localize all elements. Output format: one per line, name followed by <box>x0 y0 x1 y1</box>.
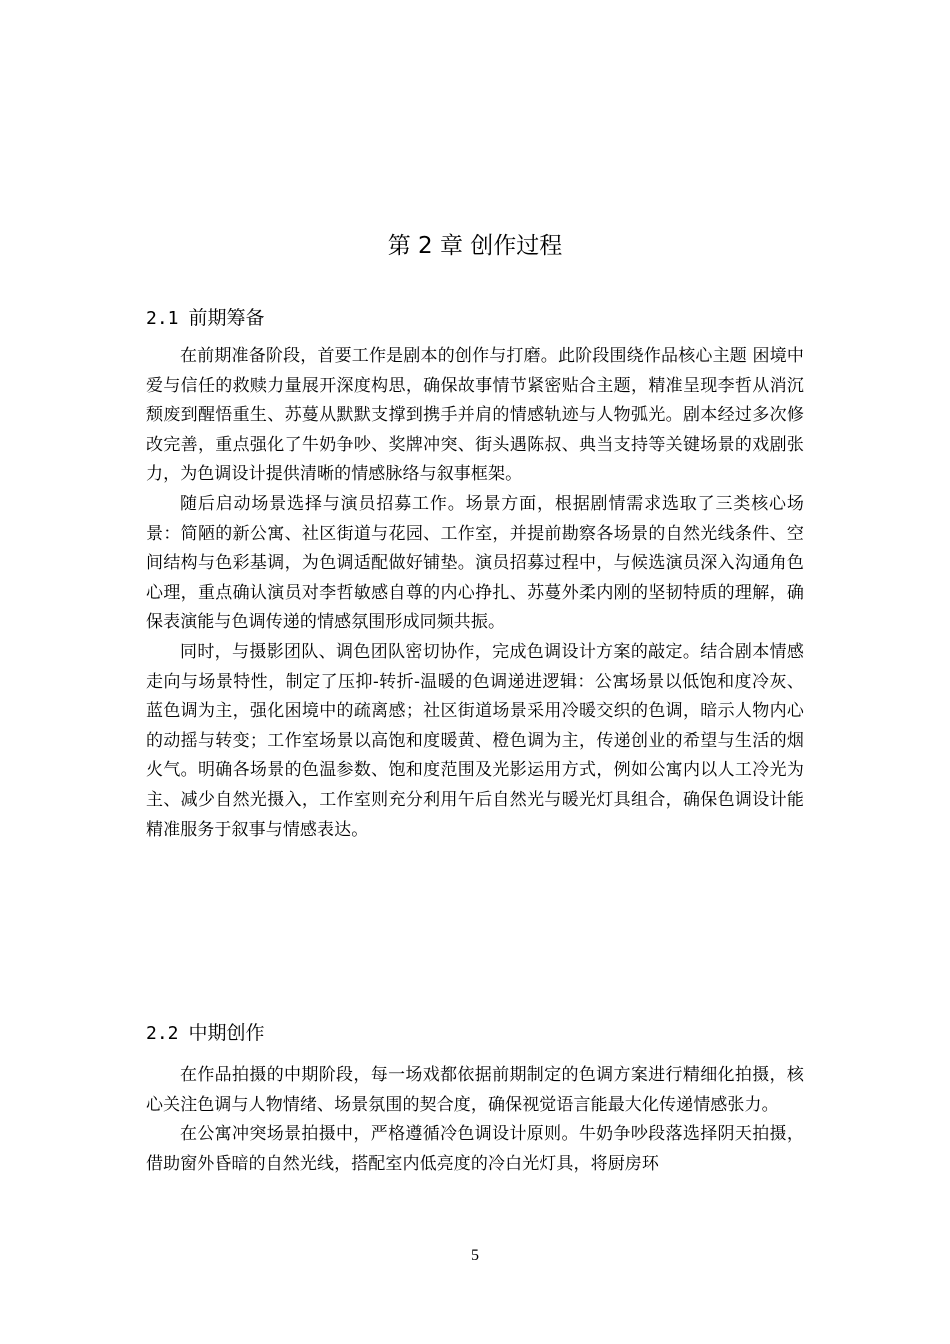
section-number: 2.2 <box>146 1023 179 1044</box>
chapter-title: 第 2 章 创作过程 <box>387 233 563 259</box>
section-heading-2-2 <box>146 1018 265 1049</box>
section-title: 中期创作 <box>188 1022 265 1044</box>
section-body-2-2 <box>146 1061 804 1179</box>
paragraph: 随后启动场景选择与演员招募工作。场景方面，根据剧情需求选取了三类核心场景：简陋的新公寓、社区街道与花园、工作室，并提前勘察各场景的自然光线条件、空间结构与色彩基调，为色调适配做好铺垫。演员招募过程中，与候选演员深入沟通角色心理，重点确认演员对李哲敏感自尊的内心挣扎、苏蔓外柔内刚的坚韧特质的理解，确保表演能与色调传递的情感氛围形成同频共振。 <box>146 493 804 633</box>
section-title: 前期筹备 <box>188 307 265 329</box>
section-body-2-1 <box>146 342 804 845</box>
paragraph: 在公寓冲突场景拍摄中，严格遵循冷色调设计原则。牛奶争吵段落选择阴天拍摄，借助窗外昏暗的自然光线，搭配室内低亮度的冷白光灯具，将厨房环 <box>146 1124 804 1174</box>
page-number: 5 <box>471 1247 479 1264</box>
section-number: 2.1 <box>146 308 179 329</box>
paragraph: 同时，与摄影团队、调色团队密切协作，完成色调设计方案的敲定。结合剧本情感走向与场景特性，制定了压抑-转折-温暖的色调递进逻辑：公寓场景以低饱和度冷灰、蓝色调为主，强化困境中的疏离感；社区街道场景采用冷暖交织的色调，暗示人物内心的动摇与转变；工作室场景以高饱和度暖黄、橙色调为主，传递创业的希望与生活的烟火气。明确各场景的色温参数、饱和度范围及光影运用方式，例如公寓内以人工冷光为主、减少自然光摄入，工作室则充分利用午后自然光与暖光灯具组合，确保色调设计能精准服务于叙事与情感表达。 <box>146 641 804 840</box>
section-heading-2-1 <box>146 303 265 334</box>
paragraph: 在前期准备阶段，首要工作是剧本的创作与打磨。此阶段围绕作品核心主题 困境中爱与信任的救赎力量展开深度构思，确保故事情节紧密贴合主题，精准呈现李哲从消沉颓废到醒悟重生、苏蔓从默默支撑到携手并肩的情感轨迹与人物弧光。剧本经过多次修改完善，重点强化了牛奶争吵、奖牌冲突、街头遇陈叔、典当支持等关键场景的戏剧张力，为色调设计提供清晰的情感脉络与叙事框架。 <box>146 346 804 485</box>
paragraph: 在作品拍摄的中期阶段，每一场戏都依据前期制定的色调方案进行精细化拍摄，核心关注色调与人物情绪、场景氛围的契合度，确保视觉语言能最大化传递情感张力。 <box>146 1065 804 1115</box>
